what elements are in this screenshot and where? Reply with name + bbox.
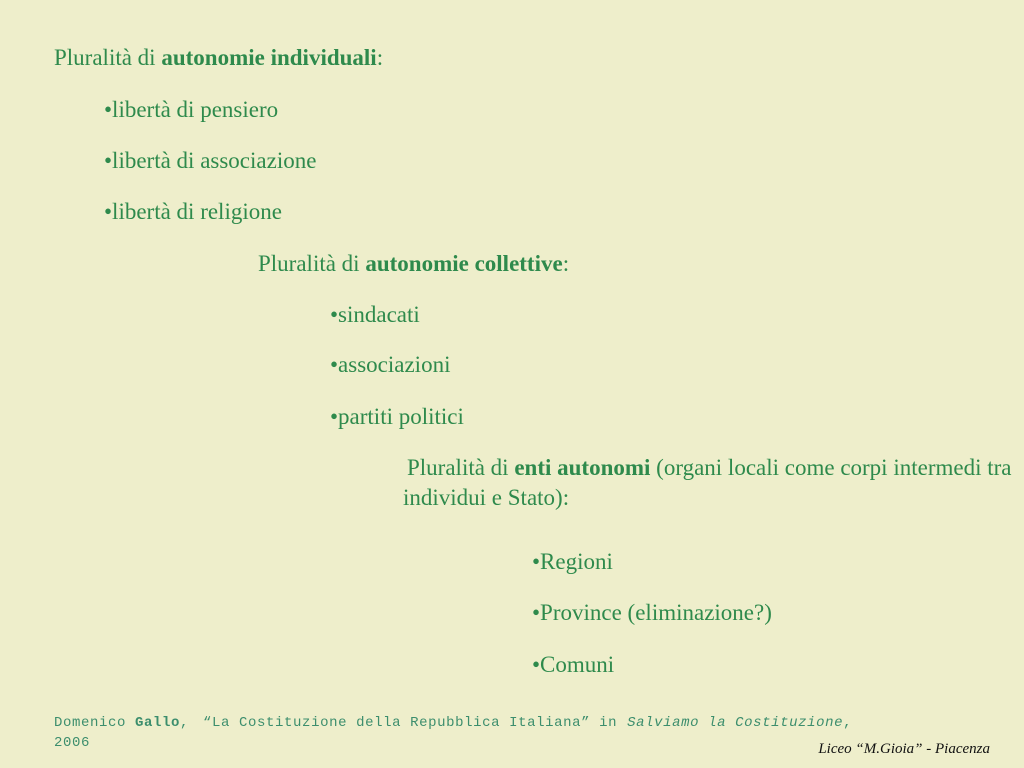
heading-prefix: Pluralità di xyxy=(54,45,162,70)
citation-separator: , xyxy=(180,715,190,731)
bullet-item: •libertà di religione xyxy=(104,199,282,224)
collective-autonomies-heading xyxy=(258,250,569,278)
individual-autonomies-heading xyxy=(54,44,383,72)
bullet-item: •libertà di associazione xyxy=(104,148,317,173)
bullet-item: •sindacati xyxy=(330,302,420,327)
bullet-item: •libertà di pensiero xyxy=(104,97,279,122)
citation-separator: , xyxy=(843,715,853,731)
bullet-item: •associazioni xyxy=(330,352,451,377)
heading-prefix: Pluralità di xyxy=(258,251,366,276)
heading-emphasis: autonomie individuali xyxy=(161,45,377,70)
heading-emphasis: enti autonomi xyxy=(514,455,651,480)
heading-suffix: : xyxy=(562,251,570,276)
author-first-name: Domenico xyxy=(54,715,136,731)
bullet-item: •partiti politici xyxy=(330,404,464,429)
cited-title: “La Costituzione della Repubblica Italiana” in xyxy=(203,715,618,731)
bullet-item: •Comuni xyxy=(532,652,615,677)
heading-suffix: : xyxy=(376,45,384,70)
cited-work: Salviamo la Costituzione xyxy=(627,715,844,731)
school-credit: Liceo “M.Gioia” - Piacenza xyxy=(818,741,990,757)
autonomous-entities-heading xyxy=(403,453,1013,513)
heading-emphasis: autonomie collettive xyxy=(365,251,563,276)
bullet-item: •Regioni xyxy=(532,549,613,574)
bullet-item: •Province (eliminazione?) xyxy=(532,600,772,625)
heading-suffix: (organi locali come corpi intermedi tra individui e Stato): xyxy=(403,455,1012,510)
author-last-name: Gallo xyxy=(135,715,181,731)
citation-year: 2006 xyxy=(54,735,91,751)
heading-prefix: Pluralità di xyxy=(407,455,515,480)
